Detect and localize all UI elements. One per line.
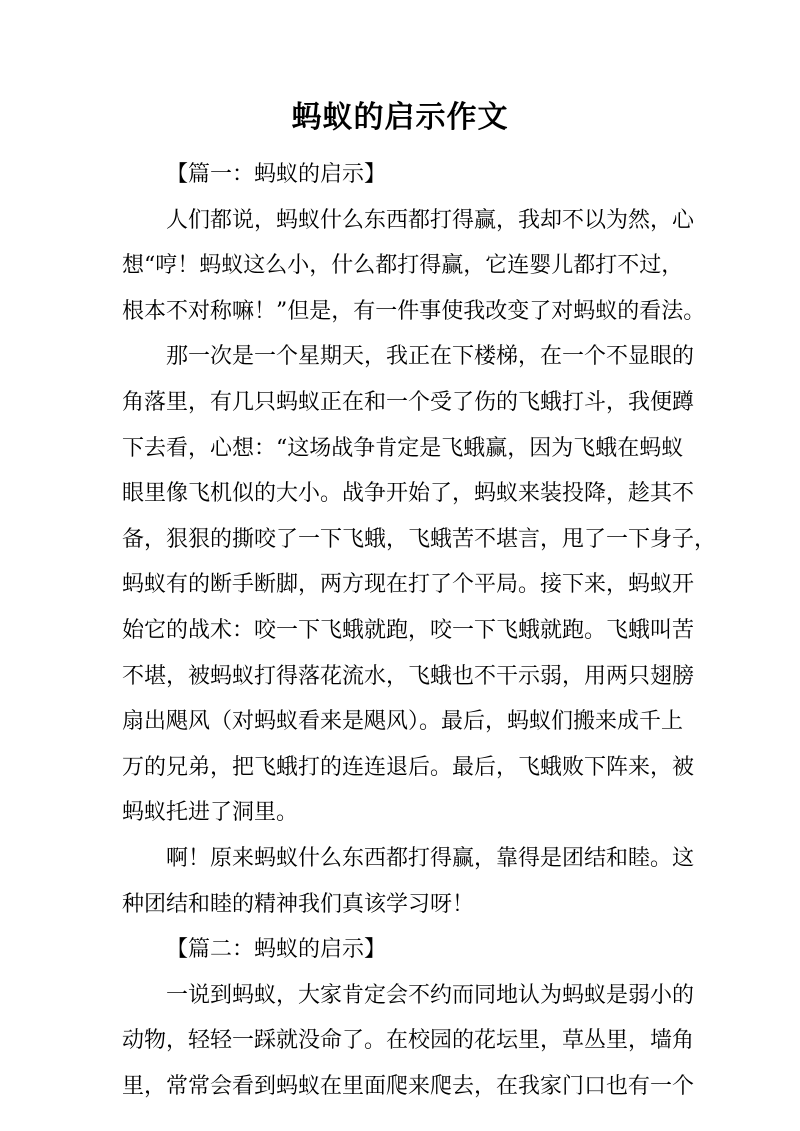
section-heading: 【篇一：蚂蚁的启示】	[166, 162, 387, 187]
text-line: 想“哼！蚂蚁这么小，什么都打得赢，它连婴儿都打不过，	[122, 253, 684, 279]
text-line: 蚂蚁托进了洞里。	[122, 800, 299, 826]
text-line: 人们都说，蚂蚁什么东西都打得赢，我却不以为然，心	[166, 207, 695, 233]
text-line: 蚂蚁有的断手断脚，两方现在打了个平局。接下来，蚂蚁开	[122, 572, 695, 598]
document-title: 蚂蚁的启示作文	[291, 100, 509, 135]
text-line: 动物，轻轻一踩就没命了。在校园的花坛里，草丛里，墙角	[122, 1028, 695, 1054]
text-line: 种团结和睦的精神我们真该学习呀！	[122, 891, 475, 917]
text-line: 万的兄弟，把飞蛾打的连连退后。最后，飞蛾败下阵来，被	[122, 754, 695, 780]
text-line: 里，常常会看到蚂蚁在里面爬来爬去，在我家门口也有一个	[122, 1073, 695, 1099]
text-line: 啊！原来蚂蚁什么东西都打得赢，靠得是团结和睦。这	[166, 845, 695, 871]
text-line: 角落里，有几只蚂蚁正在和一个受了伤的飞蛾打斗，我便蹲	[122, 389, 695, 415]
text-line: 根本不对称嘛！”但是，有一件事使我改变了对蚂蚁的看法。	[122, 298, 706, 324]
text-line: 备，狠狠的撕咬了一下飞蛾，飞蛾苦不堪言，甩了一下身子，	[122, 526, 717, 552]
text-line: 始它的战术：咬一下飞蛾就跑，咬一下飞蛾就跑。飞蛾叫苦	[122, 617, 695, 643]
document-body	[122, 152, 717, 1109]
section-heading: 【篇二：蚂蚁的启示】	[166, 937, 387, 963]
text-line: 下去看，心想：“这场战争肯定是飞蛾赢，因为飞蛾在蚂蚁	[122, 435, 684, 461]
text-line: 扇出飓风（对蚂蚁看来是飓风）。最后，蚂蚁们搬来成千上	[122, 709, 684, 735]
text-line: 一说到蚂蚁，大家肯定会不约而同地认为蚂蚁是弱小的	[166, 982, 695, 1008]
text-line: 那一次是一个星期天，我正在下楼梯，在一个不显眼的	[166, 344, 695, 370]
text-line: 眼里像飞机似的大小。战争开始了，蚂蚁来装投降，趁其不	[122, 481, 695, 507]
text-line: 不堪，被蚂蚁打得落花流水，飞蛾也不干示弱，用两只翅膀	[122, 663, 695, 689]
